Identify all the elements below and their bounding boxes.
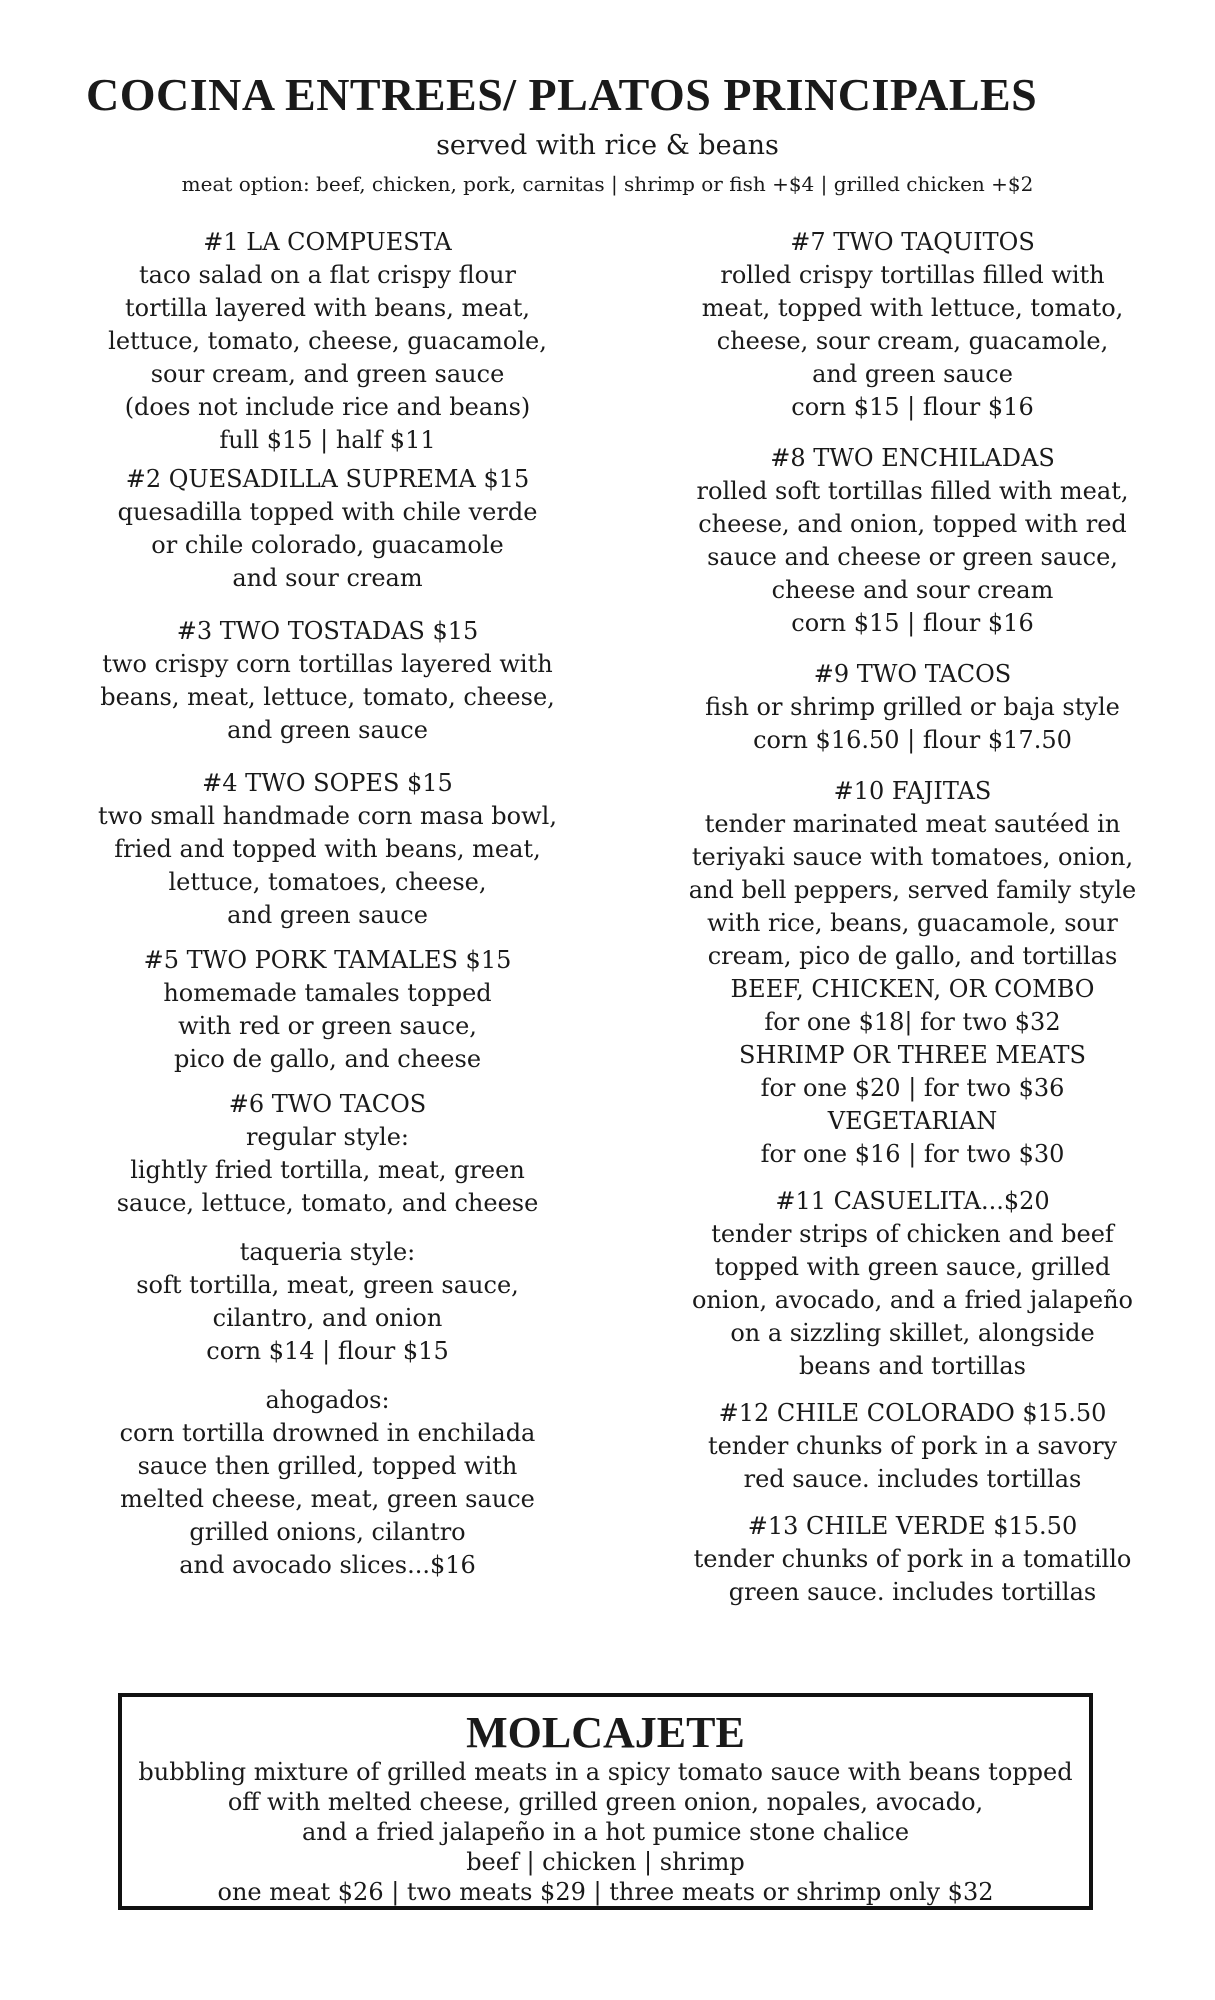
menu-item-text: taco salad on a flat crispy flour — [139, 261, 516, 289]
menu-item-text: tortilla layered with beans, meat, — [125, 294, 530, 322]
molcajete-title: MOLCAJETE — [466, 1708, 745, 1757]
menu-item-text: cheese and sour cream — [771, 576, 1054, 604]
menu-item-text: red sauce. includes tortillas — [743, 1465, 1082, 1493]
menu-item — [90, 615, 565, 747]
menu-item-text: rolled soft tortillas filled with meat, — [696, 477, 1129, 505]
menu-item-text: cheese, and onion, topped with red — [698, 510, 1127, 538]
menu-item-text: corn $15 | flour $16 — [791, 393, 1034, 421]
menu-item-heading: taqueria style: — [239, 1238, 416, 1266]
menu-item-text: fried and topped with beans, meat, — [114, 835, 541, 863]
molcajete-box — [118, 1693, 1093, 1910]
menu-item-heading: #2 QUESADILLA SUPREMA $15 — [125, 465, 530, 493]
menu-item — [90, 1236, 565, 1368]
menu-item-text: on a sizzling skillet, alongside — [730, 1319, 1095, 1347]
meat-option-note: meat option: beef, chicken, pork, carnitas | shrimp or fish +$4 | grilled chicken +$2 — [181, 172, 1034, 196]
menu-item-text: or chile colorado, guacamole — [151, 531, 504, 559]
menu-item — [90, 1384, 565, 1582]
menu-item-text: for one $20 | for two $36 — [760, 1074, 1065, 1102]
menu-item-text: VEGETARIAN — [827, 1107, 998, 1135]
menu-item-text: lettuce, tomatoes, cheese, — [168, 868, 487, 896]
menu-item-text: soft tortilla, meat, green sauce, — [136, 1271, 519, 1299]
menu-item — [675, 1510, 1150, 1609]
menu-item-text: sauce and cheese or green sauce, — [707, 543, 1118, 571]
menu-item-text: cream, pico de gallo, and tortillas — [707, 942, 1118, 970]
menu-item-text: and sour cream — [232, 564, 423, 592]
menu-item-text: tender strips of chicken and beef — [711, 1220, 1114, 1248]
menu-item-text: topped with green sauce, grilled — [714, 1253, 1111, 1281]
menu-item — [90, 463, 565, 595]
menu-item-text: sour cream, and green sauce — [150, 360, 505, 388]
menu-item-text: BEEF, CHICKEN, OR COMBO — [730, 975, 1095, 1003]
menu-item-text: full $15 | half $11 — [219, 426, 436, 454]
menu-item-heading: #3 TWO TOSTADAS $15 — [176, 617, 479, 645]
left-menu-column — [90, 226, 565, 1582]
menu-item-text: and green sauce — [227, 901, 428, 929]
menu-item — [90, 944, 565, 1076]
molcajete-line: and a fried jalapeño in a hot pumice stone chalice — [301, 1818, 910, 1846]
menu-item-text: sauce, lettuce, tomato, and cheese — [116, 1189, 539, 1217]
menu-item-text: cheese, sour cream, guacamole, — [716, 327, 1109, 355]
menu-item-text: fish or shrimp grilled or baja style — [705, 693, 1120, 721]
menu-item-text: and green sauce — [812, 360, 1013, 388]
menu-item-text: beans and tortillas — [799, 1352, 1026, 1380]
menu-item-text: tender chunks of pork in a savory — [707, 1432, 1118, 1460]
menu-item-text: corn tortilla drowned in enchilada — [119, 1419, 536, 1447]
menu-item — [90, 226, 565, 457]
menu-item-heading: #4 TWO SOPES $15 — [202, 769, 453, 797]
menu-item-heading: #13 CHILE VERDE $15.50 — [747, 1512, 1078, 1540]
menu-item-text: and bell peppers, served family style — [688, 876, 1137, 904]
molcajete-line: off with melted cheese, grilled green onion, nopales, avocado, — [227, 1788, 984, 1816]
menu-item-heading: #5 TWO PORK TAMALES $15 — [143, 946, 512, 974]
menu-item-heading: #12 CHILE COLORADO $15.50 — [718, 1399, 1107, 1427]
menu-item-text: tender marinated meat sautéed in — [704, 810, 1121, 838]
menu-item-text: teriyaki sauce with tomatoes, onion, — [691, 843, 1134, 871]
menu-item — [675, 775, 1150, 1171]
menu-item-text: with rice, beans, guacamole, sour — [707, 909, 1118, 937]
menu-item-text: beans, meat, lettuce, tomato, cheese, — [100, 683, 555, 711]
menu-item-heading: #11 CASUELITA...$20 — [775, 1187, 1050, 1215]
menu-item-text: for one $18| for two $32 — [764, 1008, 1061, 1036]
menu-item-text: meat, topped with lettuce, tomato, — [701, 294, 1124, 322]
menu-item-text: green sauce. includes tortillas — [728, 1578, 1097, 1606]
menu-item — [675, 1397, 1150, 1496]
menu-item-text: for one $16 | for two $30 — [760, 1140, 1065, 1168]
menu-item-text: grilled onions, cilantro — [189, 1518, 466, 1546]
menu-item-text: (does not include rice and beans) — [124, 393, 531, 421]
menu-item-text: corn $16.50 | flour $17.50 — [753, 726, 1072, 754]
menu-item — [90, 767, 565, 932]
menu-item-text: onion, avocado, and a fried jalapeño — [691, 1286, 1133, 1314]
menu-item-text: corn $15 | flour $16 — [791, 609, 1034, 637]
right-menu-column — [675, 226, 1150, 1609]
menu-item-text: two small handmade corn masa bowl, — [98, 802, 557, 830]
molcajete-line: one meat $26 | two meats $29 | three meats or shrimp only $32 — [217, 1878, 994, 1906]
menu-item-text: SHRIMP OR THREE MEATS — [739, 1041, 1086, 1069]
menu-item — [675, 1185, 1150, 1383]
menu-item-text: rolled crispy tortillas filled with — [720, 261, 1105, 289]
menu-item-text: homemade tamales topped — [163, 979, 492, 1007]
menu-item-text: corn $14 | flour $15 — [206, 1337, 449, 1365]
menu-item-text: lightly fried tortilla, meat, green — [130, 1156, 525, 1184]
menu-item-text: with red or green sauce, — [178, 1012, 477, 1040]
menu-item-text: sauce then grilled, topped with — [137, 1452, 518, 1480]
menu-item-heading: #1 LA COMPUESTA — [203, 228, 452, 256]
menu-item-text: lettuce, tomato, cheese, guacamole, — [108, 327, 547, 355]
menu-item-heading: #6 TWO TACOS — [228, 1090, 427, 1118]
menu-item-text: quesadilla topped with chile verde — [117, 498, 538, 526]
menu-subtitle: served with rice & beans — [436, 130, 779, 161]
menu-item-heading: #9 TWO TACOS — [813, 660, 1012, 688]
menu-item-heading: #7 TWO TAQUITOS — [790, 228, 1035, 256]
molcajete-line: bubbling mixture of grilled meats in a spicy tomato sauce with beans topped — [138, 1758, 1073, 1786]
menu-item-heading: #8 TWO ENCHILADAS — [770, 444, 1055, 472]
menu-item-text: melted cheese, meat, green sauce — [120, 1485, 535, 1513]
menu-item — [675, 658, 1150, 757]
menu-item-text: pico de gallo, and cheese — [173, 1045, 482, 1073]
menu-item-text: tender chunks of pork in a tomatillo — [693, 1545, 1132, 1573]
menu-item-text: and green sauce — [227, 716, 428, 744]
menu-item-text: and avocado slices...$16 — [179, 1551, 476, 1579]
menu-item-heading: ahogados: — [265, 1386, 390, 1414]
menu-item-heading: #10 FAJITAS — [833, 777, 992, 805]
menu-item-text: regular style: — [245, 1123, 410, 1151]
menu-item — [90, 1088, 565, 1220]
menu-item — [675, 226, 1150, 424]
menu-item-text: two crispy corn tortillas layered with — [102, 650, 553, 678]
menu-item — [675, 442, 1150, 640]
menu-item-text: cilantro, and onion — [212, 1304, 443, 1332]
menu-title: COCINA ENTREES/ PLATOS PRINCIPALES — [86, 69, 1038, 120]
molcajete-line: beef | chicken | shrimp — [466, 1848, 745, 1876]
